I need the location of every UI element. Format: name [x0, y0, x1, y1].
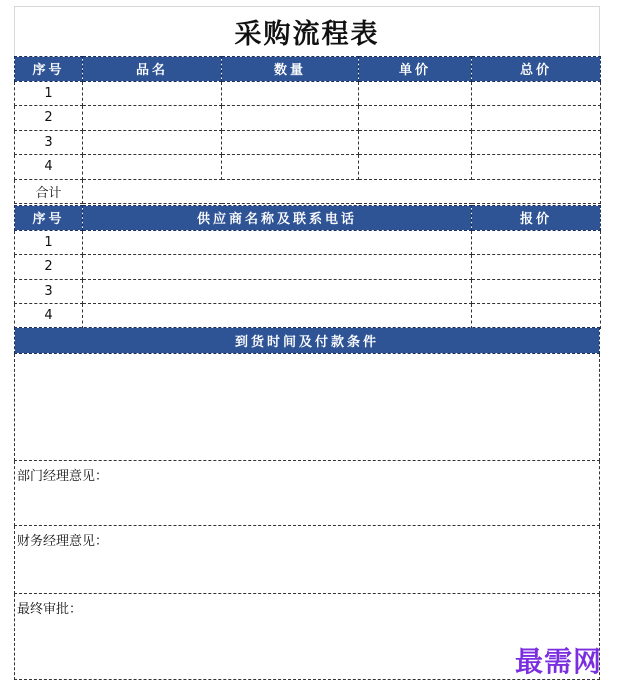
total-price-cell[interactable]	[472, 130, 601, 155]
table-row	[15, 304, 601, 329]
table-row	[15, 255, 601, 280]
total-value-cell[interactable]	[83, 179, 601, 204]
unit-price-cell[interactable]	[359, 155, 472, 180]
finance-manager-row	[15, 526, 600, 594]
supplier-header-row	[15, 206, 601, 231]
row-index: 3	[15, 279, 83, 304]
table-row	[15, 155, 601, 180]
watermark-logo: 最需网	[515, 645, 603, 678]
supplier-contact-cell[interactable]	[83, 279, 472, 304]
quantity-cell[interactable]	[222, 130, 359, 155]
header-index: 序号	[15, 206, 83, 231]
finance-manager-opinion-label: 财务经理意见：	[17, 534, 109, 549]
terms-approval-table	[14, 327, 603, 680]
row-index: 1	[15, 81, 83, 106]
supplier-contact-cell[interactable]	[83, 255, 472, 280]
table-row	[15, 230, 601, 255]
header-quantity: 数量	[222, 57, 359, 82]
header-quote: 报价	[472, 206, 601, 231]
row-index: 2	[15, 106, 83, 131]
row-index: 1	[15, 230, 83, 255]
quote-cell[interactable]	[472, 255, 601, 280]
row-index: 4	[15, 155, 83, 180]
final-approval-cell[interactable]	[15, 594, 603, 680]
delivery-terms-cell[interactable]	[15, 354, 600, 461]
header-product-name: 品名	[83, 57, 222, 82]
quantity-cell[interactable]	[222, 106, 359, 131]
unit-price-cell[interactable]	[359, 81, 472, 106]
delivery-content-row	[15, 354, 600, 461]
table-row	[15, 130, 601, 155]
final-approval-row	[15, 594, 600, 680]
total-price-cell[interactable]	[472, 106, 601, 131]
final-approval-label: 最终审批：	[17, 602, 83, 617]
unit-price-cell[interactable]	[359, 130, 472, 155]
quote-cell[interactable]	[472, 279, 601, 304]
supplier-table	[14, 205, 601, 329]
header-total-price: 总价	[472, 57, 601, 82]
header-supplier-contact: 供应商名称及联系电话	[83, 206, 472, 231]
purchase-process-sheet	[14, 6, 603, 680]
quantity-cell[interactable]	[222, 155, 359, 180]
finance-manager-opinion-cell[interactable]	[15, 526, 600, 594]
supplier-contact-cell[interactable]	[83, 230, 472, 255]
total-price-cell[interactable]	[472, 81, 601, 106]
sheet-title: 采购流程表	[234, 19, 380, 50]
product-name-cell[interactable]	[83, 130, 222, 155]
unit-price-cell[interactable]	[359, 106, 472, 131]
product-name-cell[interactable]	[83, 106, 222, 131]
items-header-row	[15, 57, 601, 82]
header-index: 序号	[15, 57, 83, 82]
title-cell	[14, 6, 600, 56]
dept-manager-opinion-cell[interactable]	[15, 461, 600, 526]
product-name-cell[interactable]	[83, 81, 222, 106]
header-unit-price: 单价	[359, 57, 472, 82]
table-row	[15, 81, 601, 106]
table-row	[15, 279, 601, 304]
row-index: 2	[15, 255, 83, 280]
table-row	[15, 106, 601, 131]
items-table	[14, 56, 601, 204]
delivery-header-row	[15, 328, 600, 354]
total-row	[15, 179, 601, 204]
quantity-cell[interactable]	[222, 81, 359, 106]
total-price-cell[interactable]	[472, 155, 601, 180]
quote-cell[interactable]	[472, 304, 601, 329]
delivery-terms-header: 到货时间及付款条件	[15, 328, 600, 354]
product-name-cell[interactable]	[83, 155, 222, 180]
supplier-contact-cell[interactable]	[83, 304, 472, 329]
dept-manager-row	[15, 461, 600, 526]
row-index: 4	[15, 304, 83, 329]
total-label: 合计	[15, 179, 83, 204]
dept-manager-opinion-label: 部门经理意见：	[17, 469, 109, 484]
row-index: 3	[15, 130, 83, 155]
quote-cell[interactable]	[472, 230, 601, 255]
